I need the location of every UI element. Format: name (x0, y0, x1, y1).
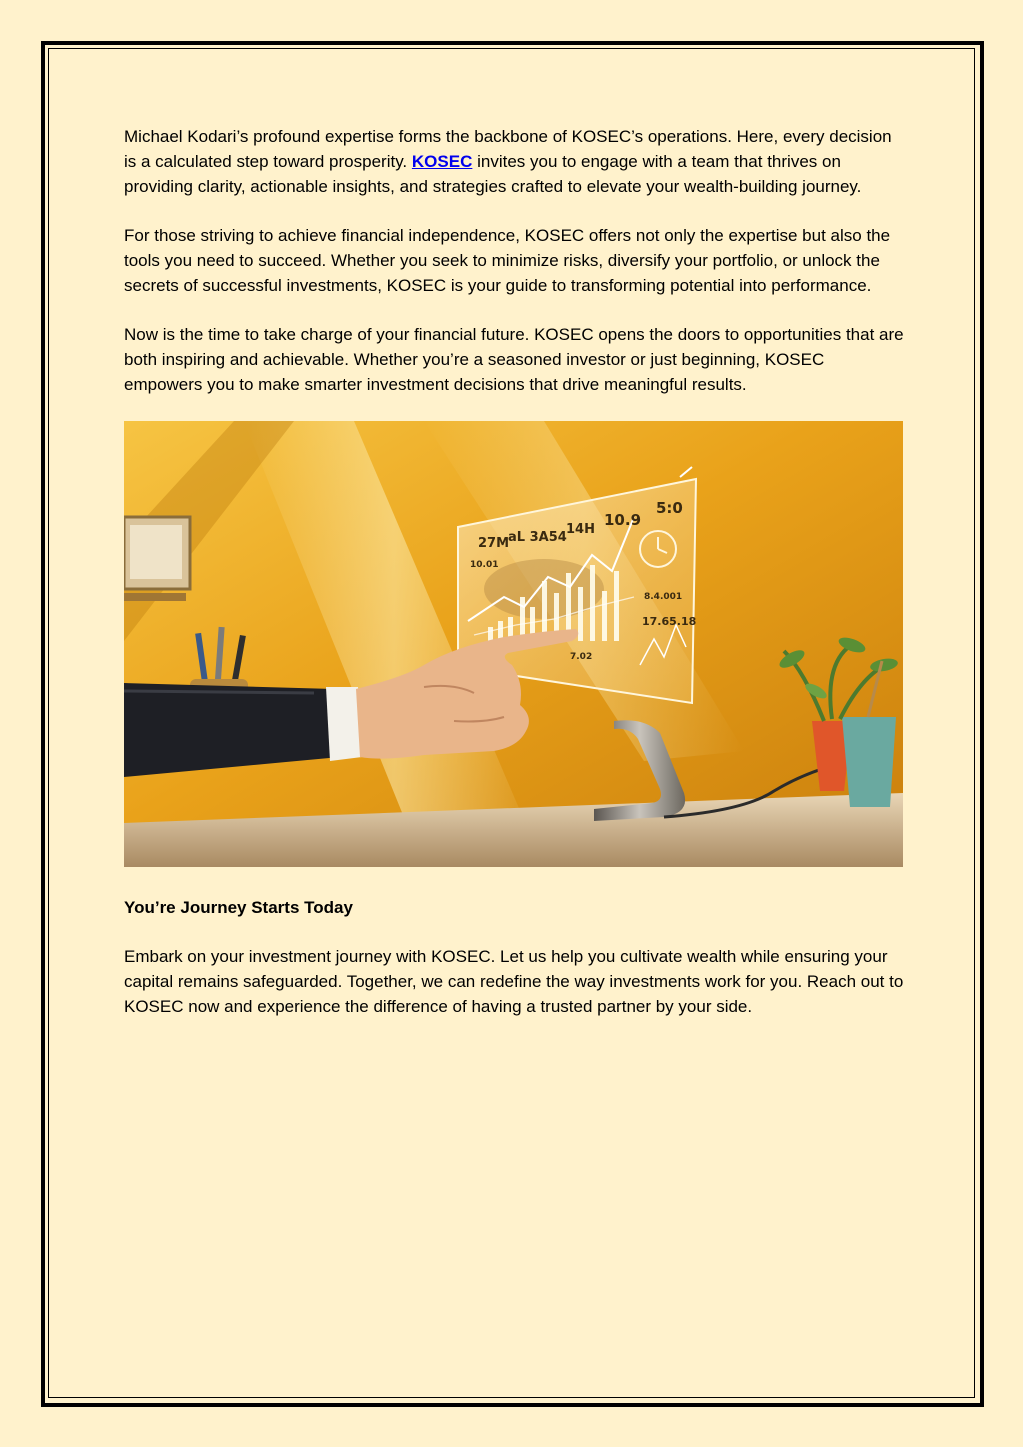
screen-label: 10.01 (470, 560, 499, 570)
paragraph-future: Now is the time to take charge of your financial future. KOSEC opens the doors to opportunities that are both inspiring and achievable. Whether you’re a seasoned investor or just beginning, KOSEC empowers you to make smarter investment decisions that drive meaningful results. (124, 325, 904, 394)
screen-label: 8.4.001 (644, 592, 683, 602)
screen-label: 14H (566, 522, 595, 537)
screen-label: 7.02 (570, 652, 593, 662)
screen-label: 17.65.18 (642, 615, 697, 628)
screen-label: 10.9 (604, 511, 642, 529)
investment-illustration (124, 421, 903, 867)
document-body (124, 124, 904, 1043)
section-heading: You’re Journey Starts Today (124, 898, 353, 917)
screen-label: 5:0 (656, 499, 683, 517)
wall-shelf (124, 593, 186, 601)
paragraph-intro: Michael Kodari’s profound expertise forms the backbone of KOSEC’s operations. Here, every decision is a calculated step toward prosperity. KOSEC invites you to engage with a team that thrives on providing clarity, actionable insights, and strategies crafted to elevate your wealth-building journey. (124, 127, 892, 196)
screen-label: aL 3A54 (508, 530, 567, 545)
kosec-link[interactable]: KOSEC (411, 152, 473, 171)
screen-label: 27M (478, 536, 510, 551)
paragraph-closing: Embark on your investment journey with KOSEC. Let us help you cultivate wealth while ensuring your capital remains safeguarded. Together, we can redefine the way investments work for you. Reach out to KOSEC now and experience the difference of having a trusted partner by your side. (124, 947, 904, 1016)
paragraph-independence: For those striving to achieve financial independence, KOSEC offers not only the expertise but also the tools you need to succeed. Whether you seek to minimize risks, diversify your portfolio, or unlock the secrets of successful investments, KOSEC is your guide to transforming potential into performance. (124, 226, 891, 295)
